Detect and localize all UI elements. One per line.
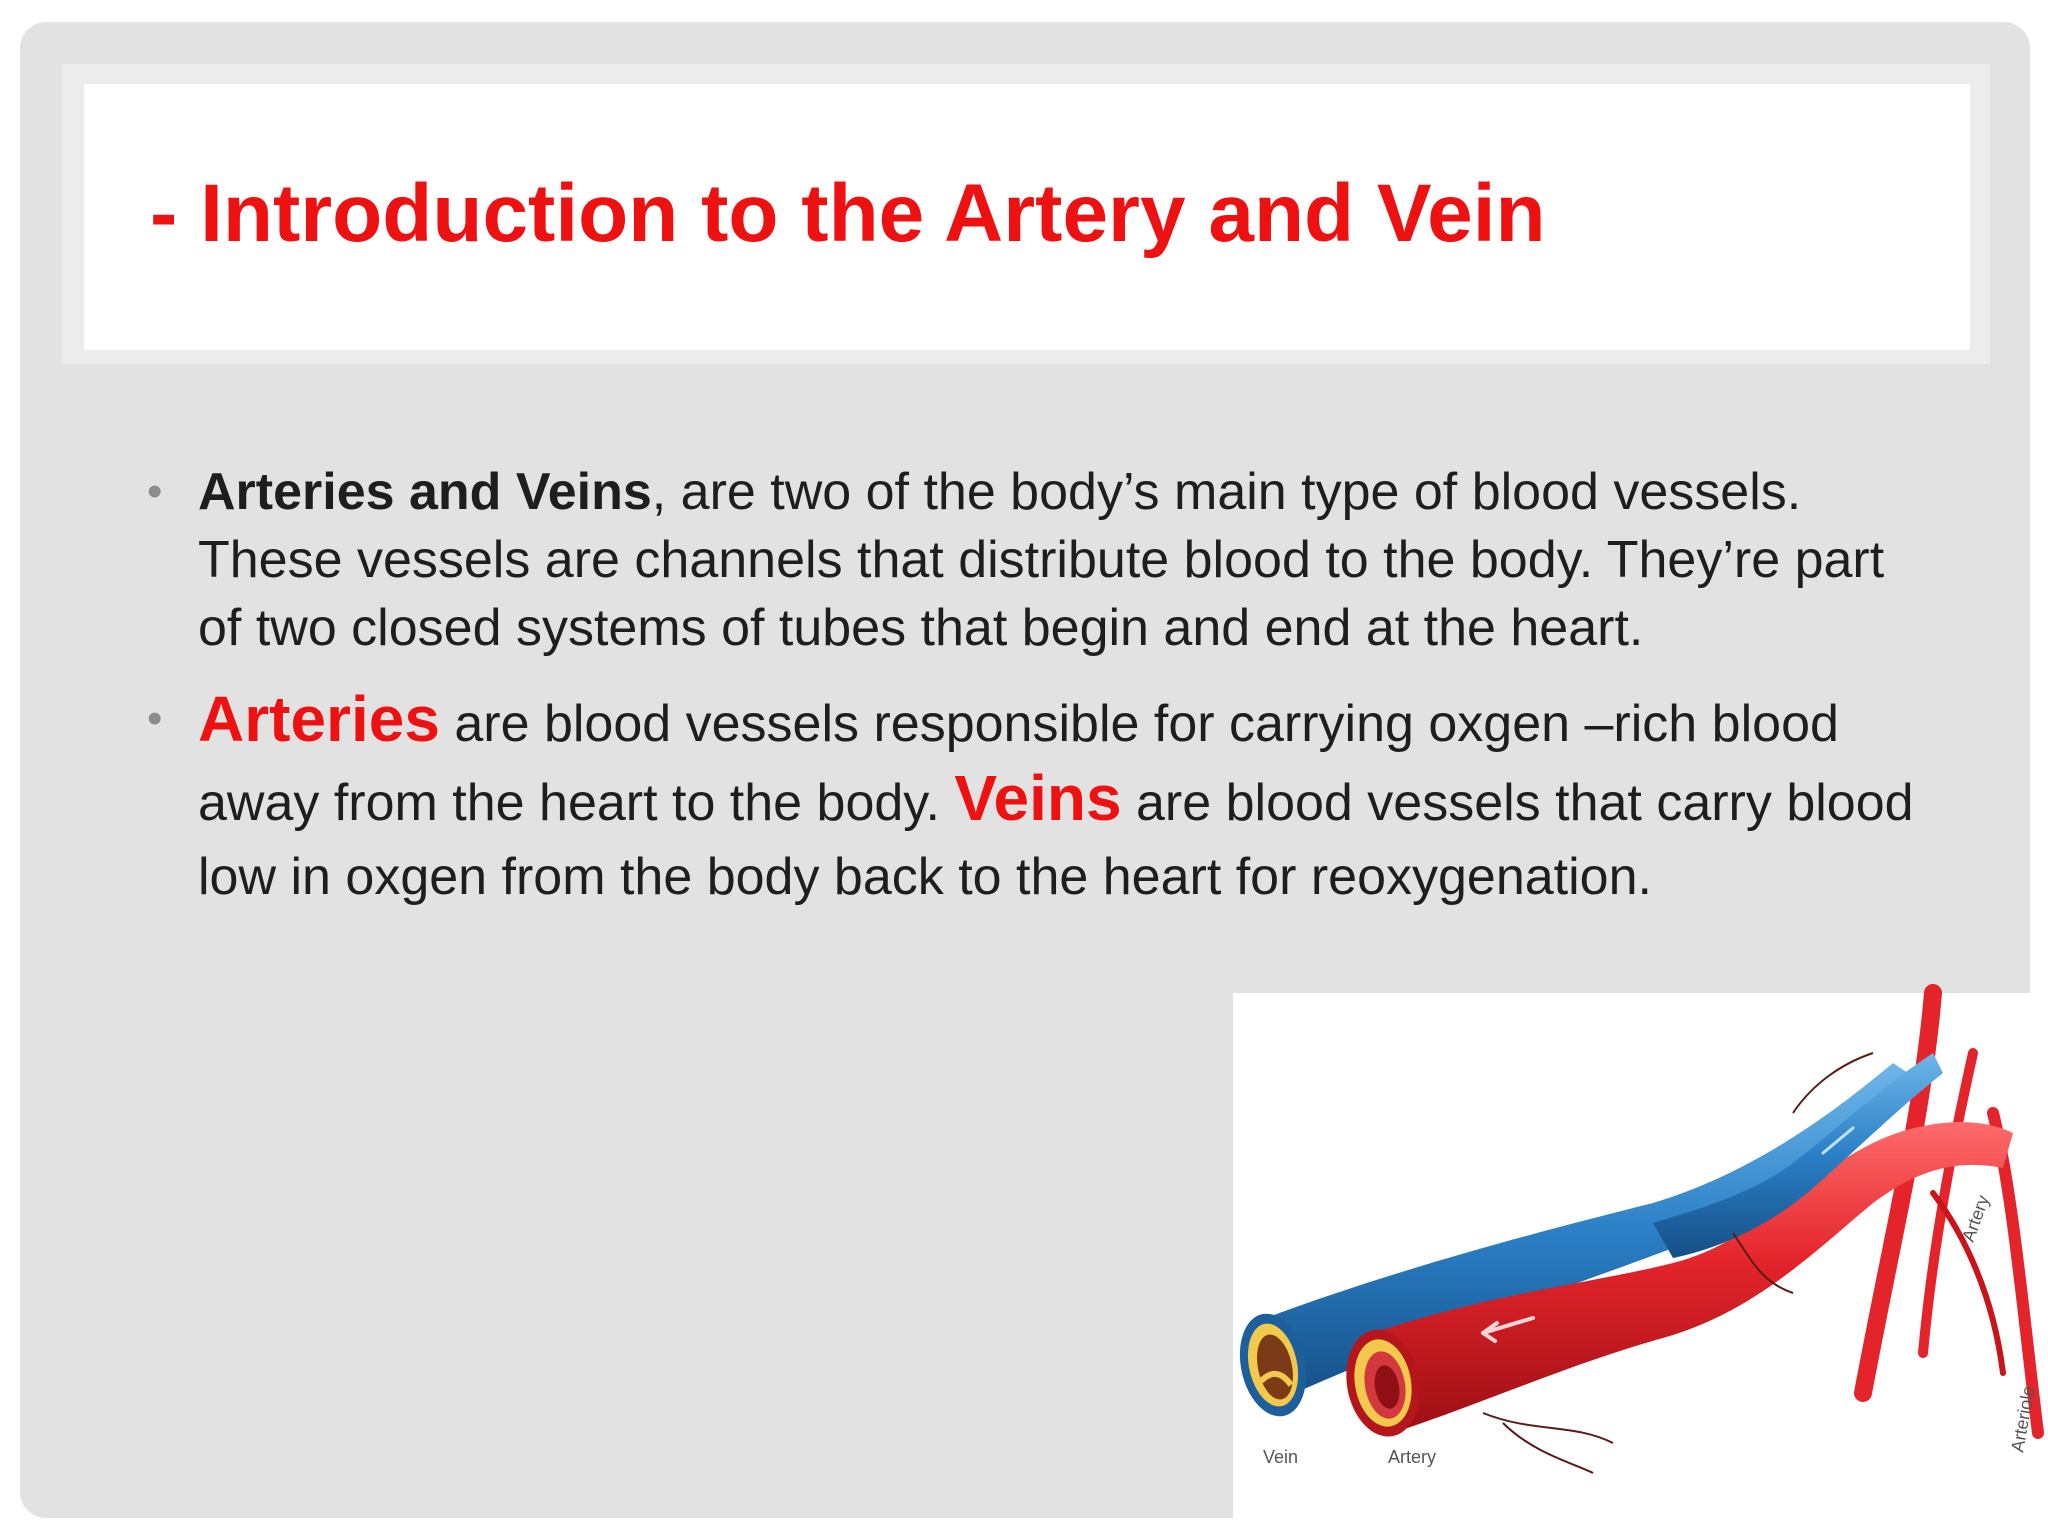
vein-label: Vein (1263, 1447, 1299, 1467)
arteriole-label: Arteriole (2007, 1384, 2039, 1454)
term-arteries: Arteries (198, 683, 440, 755)
bullet-item-1 (147, 458, 1918, 662)
bullet-item-2 (147, 682, 1918, 914)
bullet-2-text-1: are blood vessels responsible for carrying oxgen –rich blood away from the heart to the body. (198, 695, 1839, 832)
bullet-dot-icon: • (147, 467, 163, 516)
artery-branch-label: Artery (1957, 1192, 1994, 1245)
artery-label: Artery (1388, 1447, 1437, 1467)
bullet-dot-icon: • (147, 694, 163, 743)
bullet-list (147, 458, 1918, 934)
slide-title: - Introduction to the Artery and Vein (150, 168, 1546, 259)
bullet-2-text-2: are blood vessels that carry blood low in oxgen from the body back to the heart for reoxygenation. (198, 774, 1914, 906)
bullet-1-text: , are two of the body’s main type of blood vessels. These vessels are channels that distribute blood to the body. They’re part of two closed systems of tubes that begin and end at the heart. (198, 463, 1885, 657)
term-veins: Veins (954, 762, 1122, 834)
artery-vein-illustration (1233, 993, 2043, 1538)
slide (20, 22, 2039, 1518)
artery-branches (1863, 993, 2038, 1433)
vessel-diagram (1233, 993, 2043, 1538)
bullet-1-bold-lead: Arteries and Veins (198, 463, 652, 521)
